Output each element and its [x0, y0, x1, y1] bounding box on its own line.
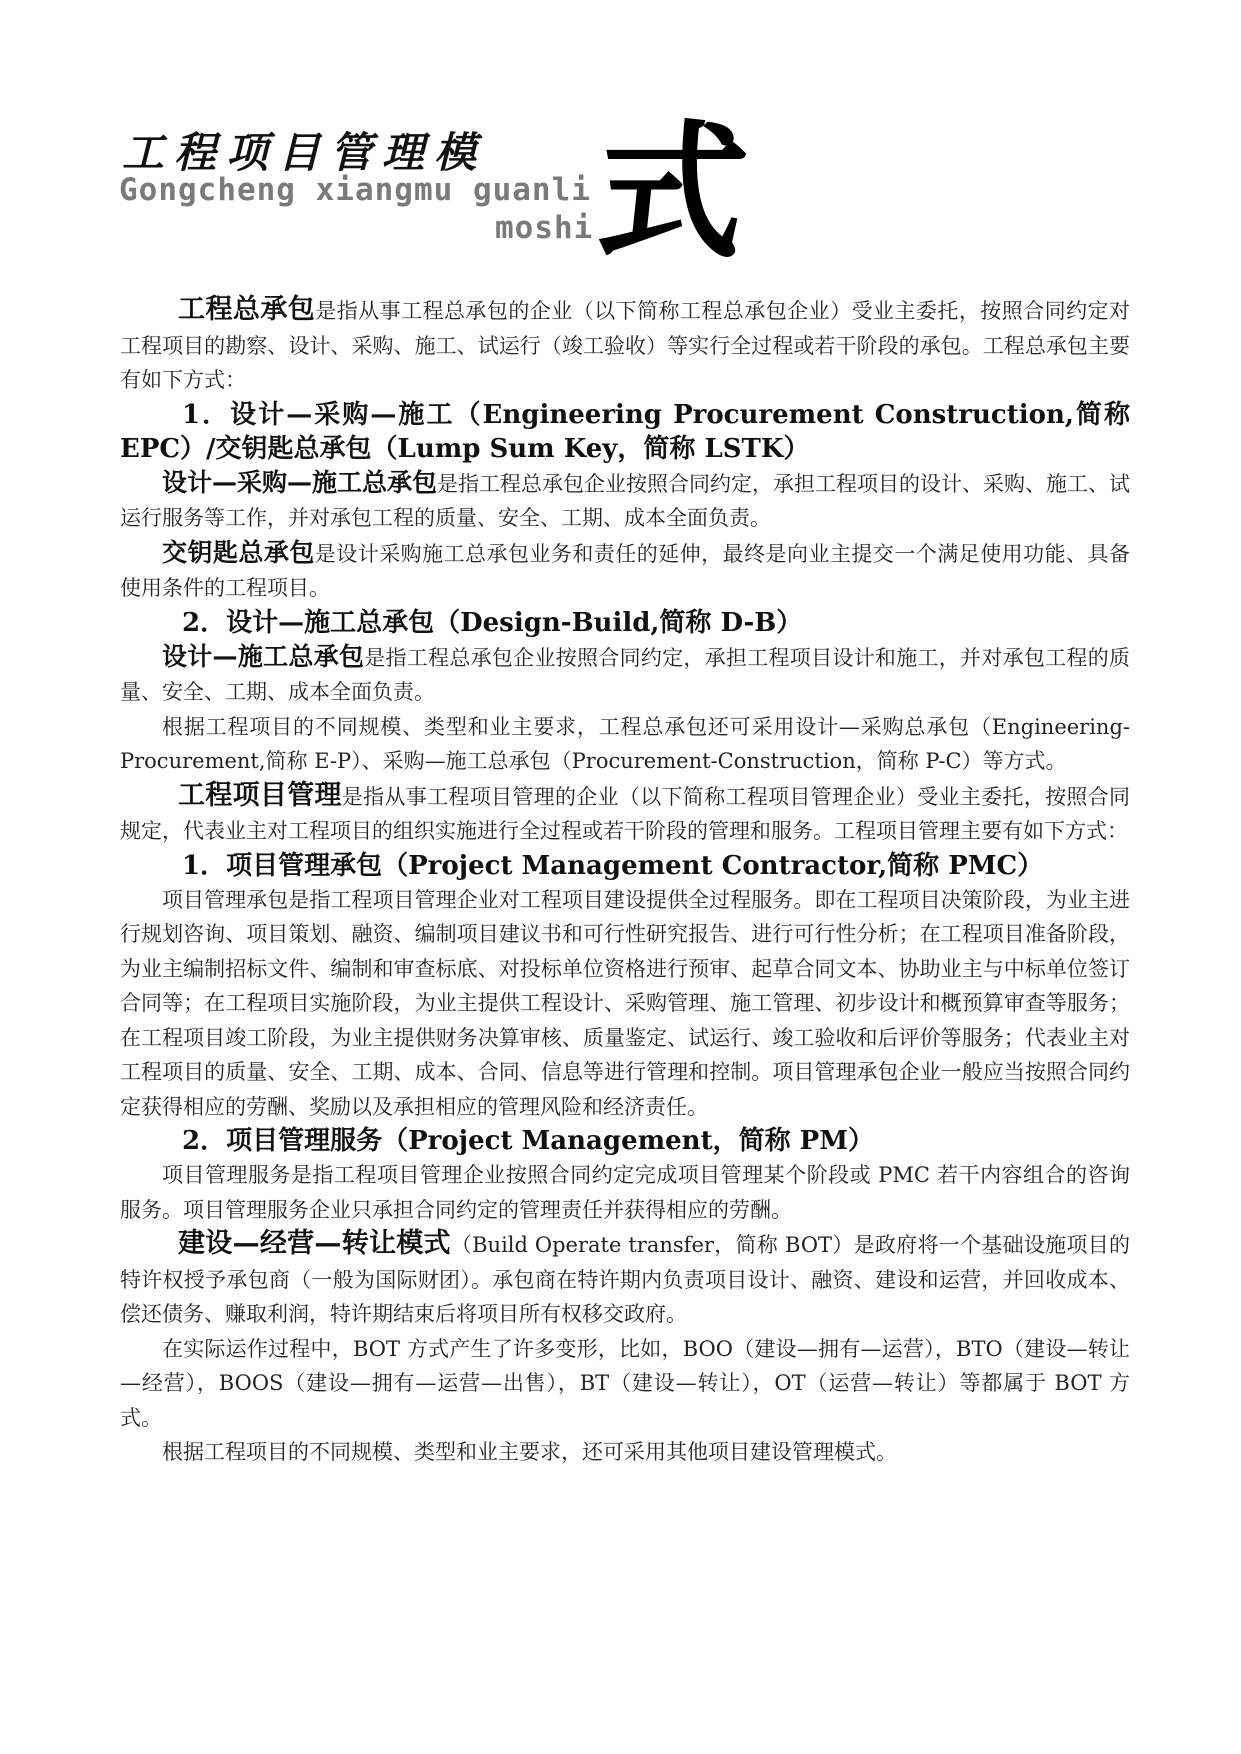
term-epc: 设计—采购—施工总承包 — [162, 467, 438, 497]
paragraph-project-management — [120, 779, 1130, 849]
paragraph-bot-variants: 在实际运作过程中，BOT 方式产生了许多变形，比如，BOO（建设—拥有—运营），BTO（建设—转让—经营），BOOS（建设—拥有—运营—出售），BT（建设—转让），OT（运营—转让）等都属于 BOT 方式。 — [120, 1336, 1130, 1430]
paragraph-epc-intro — [120, 293, 1130, 398]
paragraph-bot — [120, 1227, 1130, 1332]
title-calligraphy-char: 式 — [588, 105, 756, 279]
paragraph-pmc: 项目管理承包是指工程项目管理企业对工程项目建设提供全过程服务。即在工程项目决策阶段，为业主进行规划咨询、项目策划、融资、编制项目建议书和可行性研究报告、进行可行性分析；在工程项目准备阶段，为业主编制招标文件、编制和审查标底、对投标单位资格进行预审、起草合同文本、协助业主与中标单位签订合同等；在工程项目实施阶段，为业主提供工程设计、采购管理、施工管理、初步设计和概预算审查等服务；在工程项目竣工阶段，为业主提供财务决算审核、质量鉴定、试运行、竣工验收和后评价等服务；代表业主对工程项目的质量、安全、工期、成本、合同、信息等进行管理和控制。项目管理承包企业一般应当按照合同约定获得相应的劳酬、奖励以及承担相应的管理风险和经济责任。 — [120, 887, 1130, 1119]
heading-design-build: 2．设计—施工总承包（Design-Build,简称 D-B） — [182, 607, 803, 638]
term-design-build: 设计—施工总承包 — [162, 641, 365, 671]
paragraph-text: （Build Operate transfer，简称 BOT）是政府将一个基础设施项目的特许权授予承包商（一般为国际财团）。承包商在特许期内负责项目设计、融资、建设和运营，并回收成本、偿还债务、赚取利润，特许期结束后将项目所有权移交政府。 — [120, 1233, 1130, 1326]
paragraph-closing: 根据工程项目的不同规模、类型和业主要求，还可采用其他项目建设管理模式。 — [162, 1440, 897, 1464]
paragraph-text: 是设计采购施工总承包业务和责任的延伸，最终是向业主提交一个满足使用功能、具备使用条件的工程项目。 — [120, 541, 1130, 600]
title-pinyin-line2: moshi — [495, 210, 594, 246]
paragraph-text: 是指工程总承包企业按照合同约定，承担工程项目的设计、采购、施工、试运行服务等工作，并对承包工程的质量、安全、工期、成本全面负责。 — [120, 471, 1131, 530]
term-project-management: 工程项目管理 — [178, 779, 342, 811]
heading-epc: 1．设计—采购—施工（Engineering Procurement Construction,简称EPC）/交钥匙总承包（Lump Sum Key，简称 LSTK） — [120, 399, 1130, 464]
heading-pmc: 1．项目管理承包（Project Management Contractor,简称 PMC） — [182, 850, 1044, 881]
paragraph-design-build — [120, 640, 1130, 710]
document-body — [120, 293, 1130, 1470]
paragraph-text: 是指从事工程总承包的企业（以下简称工程总承包企业）受业主委托，按照合同约定对工程项目的勘察、设计、采购、施工、试运行（竣工验收）等实行全过程或若干阶段的承包。工程总承包主要有如下方式： — [120, 299, 1131, 392]
paragraph-text: 是指工程总承包企业按照合同约定，承担工程项目设计和施工，并对承包工程的质量、安全、工期、成本全面负责。 — [120, 645, 1130, 704]
paragraph-other-modes: 根据工程项目的不同规模、类型和业主要求，工程总承包还可采用设计—采购总承包（Engineering-Procurement,简称 E-P）、采购—施工总承包（Procurement-Construction，简称 P-C）等方式。 — [120, 714, 1130, 773]
title-chinese: 工程项目管理模 — [122, 128, 487, 177]
paragraph-epc-definition — [120, 466, 1130, 536]
paragraph-turnkey — [120, 536, 1130, 606]
paragraph-pm: 项目管理服务是指工程项目管理企业按照合同约定完成项目管理某个阶段或 PMC 若干内容组合的咨询服务。项目管理服务企业只承担合同约定的管理责任并获得相应的劳酬。 — [120, 1163, 1131, 1222]
term-general-contracting: 工程总承包 — [178, 294, 316, 325]
heading-pm: 2．项目管理服务（Project Management，简称 PM） — [182, 1126, 874, 1156]
paragraph-text: 是指从事工程项目管理的企业（以下简称工程项目管理企业）受业主委托，按照合同规定，代表业主对工程项目的组织实施进行全过程或若干阶段的管理和服务。工程项目管理主要有如下方式： — [120, 784, 1130, 843]
term-turnkey: 交钥匙总承包 — [162, 537, 315, 567]
term-bot: 建设—经营—转让模式 — [178, 1228, 451, 1259]
title-pinyin-line1: Gongcheng xiangmu guanli — [119, 172, 591, 208]
